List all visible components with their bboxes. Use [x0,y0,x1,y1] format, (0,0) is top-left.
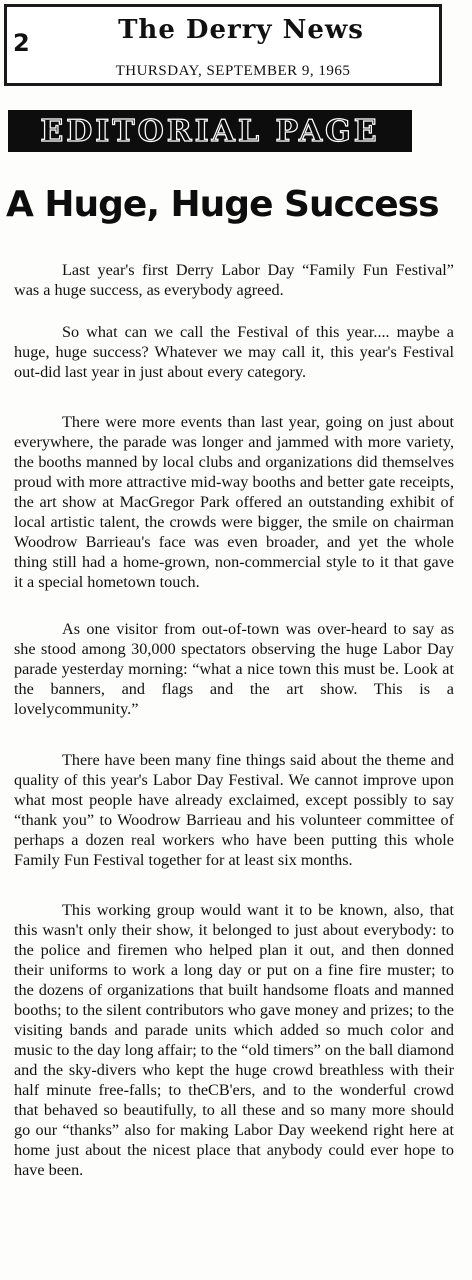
publication-date: THURSDAY, SEPTEMBER 9, 1965 [115,63,351,79]
article-paragraph: There were more events than last year, going on just about everywhere, the parade was longer and jammed with more variety, the booths manned by local clubs and organizations did themselves proud with more attractive mid-way booths and better gate receipts, the art show at MacGregor Park offered an outstanding exhibit of local artistic talent, the crowds were bigger, the smile on chairman Woodrow Barrieau's face was even broader, and yet the whole thing still had a home-grown, non-commercial style to it that gave it a special hometown touch. [14,413,454,591]
article-paragraph: As one visitor from out-of-town was over-heard to say as she stood among 30,000 spectators observing the huge Labor Day parade yesterday morning: “what a nice town this must be. Look at the banners, and flags and the art show. This is a lovelycommunity.” [14,620,454,718]
article-body [14,260,454,1180]
article-paragraph: There have been many fine things said about the theme and quality of this year's Labor Day Festival. We cannot improve upon what most people have already exclaimed, except possibly to say “thank you” to Woodrow Barrieau and his volunteer committee of perhaps a dozen real workers who have been putting this whole Family Fun Festival together for at least six months. [14,751,454,869]
section-title: EDITORIAL PAGE [40,113,380,149]
headline: A Huge, Huge Success [6,184,439,225]
paper-name: The Derry News [118,15,364,45]
article-paragraph: So what can we call the Festival of this year.... maybe a huge, huge success? Whatever we may call it, this year's Festival out-did last year in just about every category. [14,323,454,381]
masthead [4,4,442,86]
article-paragraph: This working group would want it to be known, also, that this wasn't only their show, it belonged to just about everybody: to the police and firemen who helped plan it out, and then donned their uniforms to work a long day or put on a fine fire muster; to the dozens of organizations that built handsome floats and manned booths; to the silent contributors who gave money and prizes; to the visiting bands and parade units which added so much color and music to the day long affair; to the “old timers” on the ball diamond and the sky-divers who kept the huge crowd breathless with their half minute free-falls; to theCB'ers, and to the wonderful crowd that behaved so beautifully, to all these and so many more should go our “thanks” also for making Labor Day weekend right here at home just about the nicest place that anybody could ever hope to have been. [14,901,454,1179]
section-banner [8,110,412,152]
article-paragraph: Last year's first Derry Labor Day “Family Fun Festival” was a huge success, as everybody agreed. [14,261,454,299]
page-number: 2 [13,29,30,57]
